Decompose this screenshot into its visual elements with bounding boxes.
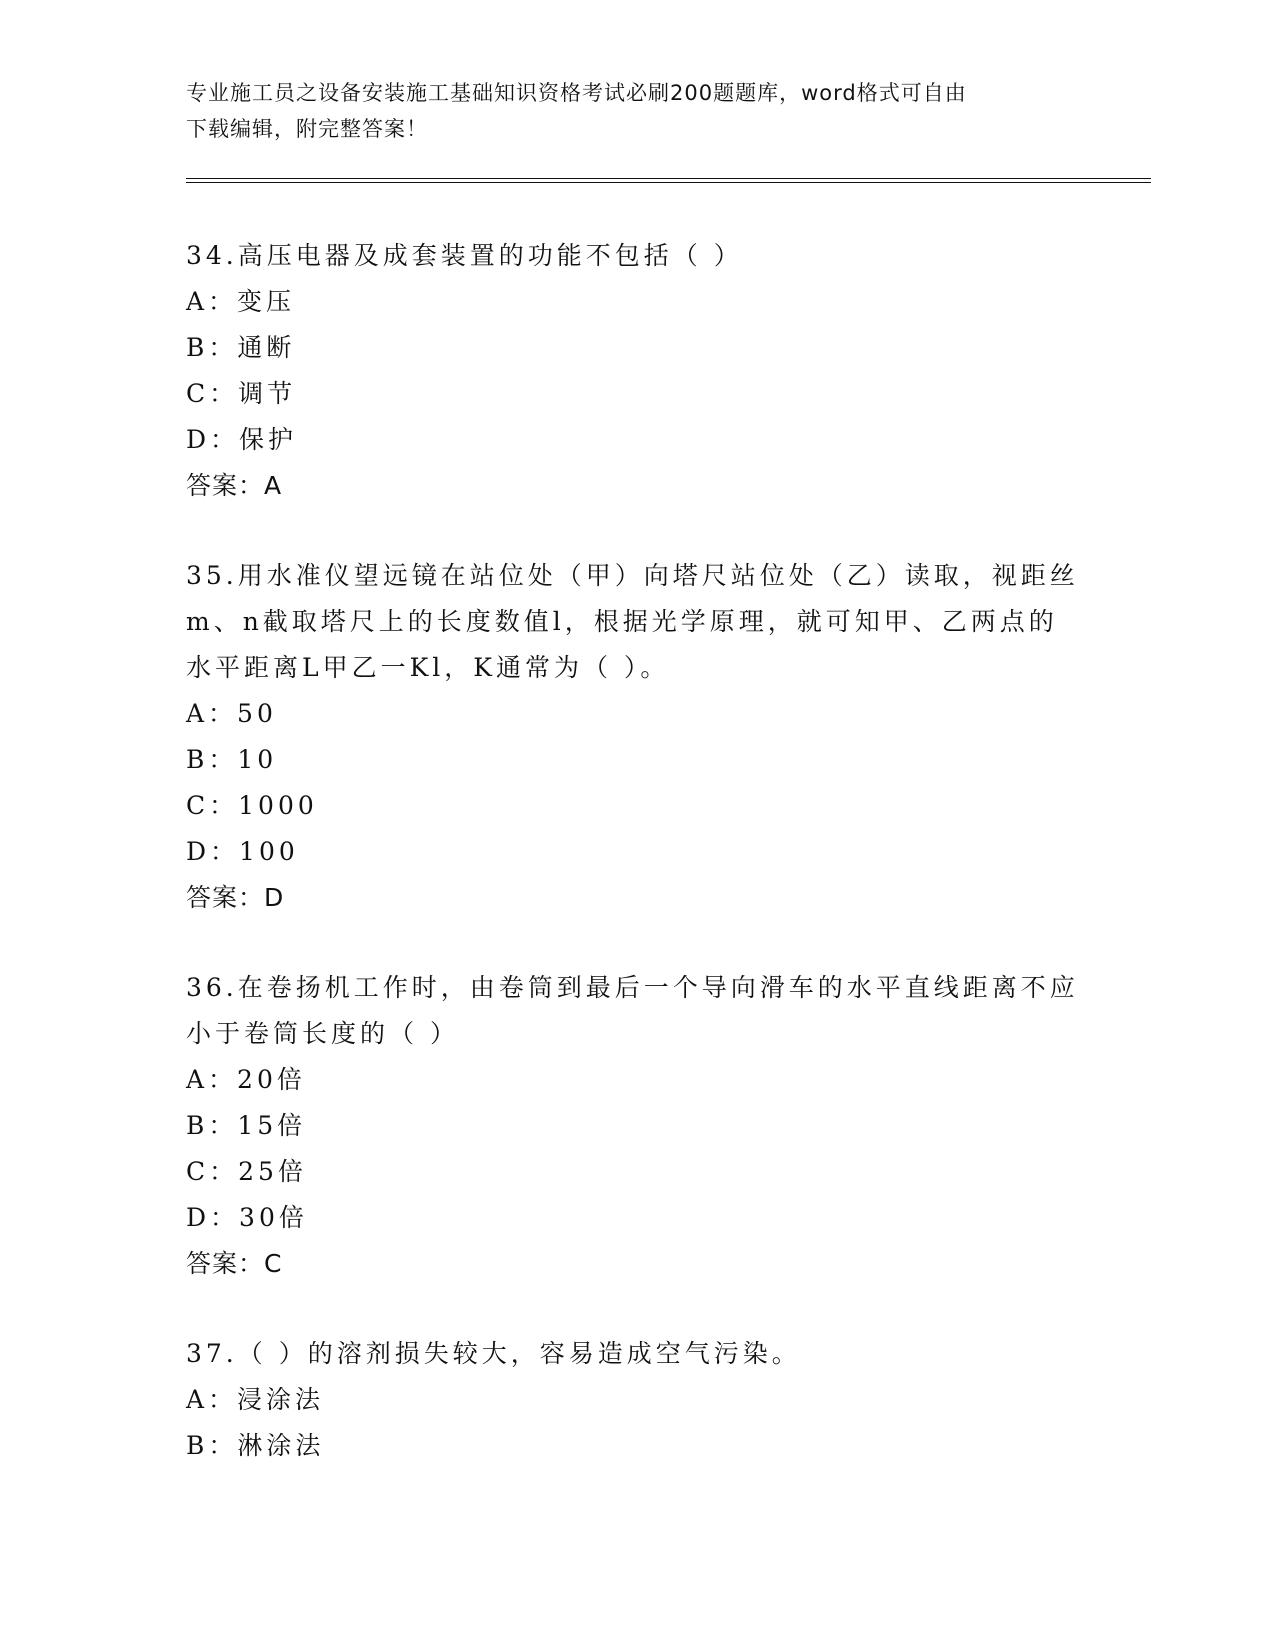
question-text-line-2: 小于卷筒长度的（ ）: [186, 1019, 459, 1048]
header-title-line-1: 专业施工员之设备安装施工基础知识资格考试必刷200题题库，word格式可自由: [186, 81, 967, 105]
question-37: [186, 1331, 1086, 1469]
header-divider-bottom: [186, 182, 1151, 183]
option-d: D：30倍: [186, 1203, 308, 1232]
option-a: A：浸涂法: [186, 1385, 325, 1414]
option-a: A：20倍: [186, 1065, 306, 1094]
option-b: B：10: [186, 745, 278, 774]
question-text-line-2: m、n截取塔尺上的长度数值l，根据光学原理，就可知甲、乙两点的: [186, 607, 1058, 636]
question-text: 34.高压电器及成套装置的功能不包括（ ）: [186, 241, 743, 270]
answer-key: 答案：C: [186, 1249, 283, 1278]
option-b: B：通断: [186, 333, 296, 362]
header-divider-top: [186, 178, 1151, 179]
question-text-line-1: 36.在卷扬机工作时，由卷筒到最后一个导向滑车的水平直线距离不应: [186, 973, 1079, 1002]
option-a: A：50: [186, 699, 277, 728]
header-title-line-2: 下载编辑，附完整答案！: [186, 117, 428, 141]
question-36: [186, 965, 1086, 1287]
question-text-line-3: 水平距离L甲乙一Kl，K通常为（ ）。: [186, 653, 670, 682]
option-a: A：变压: [186, 287, 296, 316]
answer-key: 答案：D: [186, 883, 285, 912]
question-text-line-1: 35.用水准仪望远镜在站位处（甲）向塔尺站位处（乙）读取，视距丝: [186, 561, 1079, 590]
option-c: C：25倍: [186, 1157, 307, 1186]
option-b: B：淋涂法: [186, 1431, 325, 1460]
document-header: [186, 75, 1086, 147]
question-35: [186, 553, 1086, 921]
answer-key: 答案：A: [186, 471, 283, 500]
question-list: [186, 233, 1086, 1513]
option-d: D：保护: [186, 425, 298, 454]
option-c: C：1000: [186, 791, 318, 820]
question-text: 37.（ ）的溶剂损失较大，容易造成空气污染。: [186, 1339, 801, 1368]
question-34: [186, 233, 1086, 509]
option-c: C：调节: [186, 379, 297, 408]
option-d: D：100: [186, 837, 299, 866]
option-b: B：15倍: [186, 1111, 307, 1140]
